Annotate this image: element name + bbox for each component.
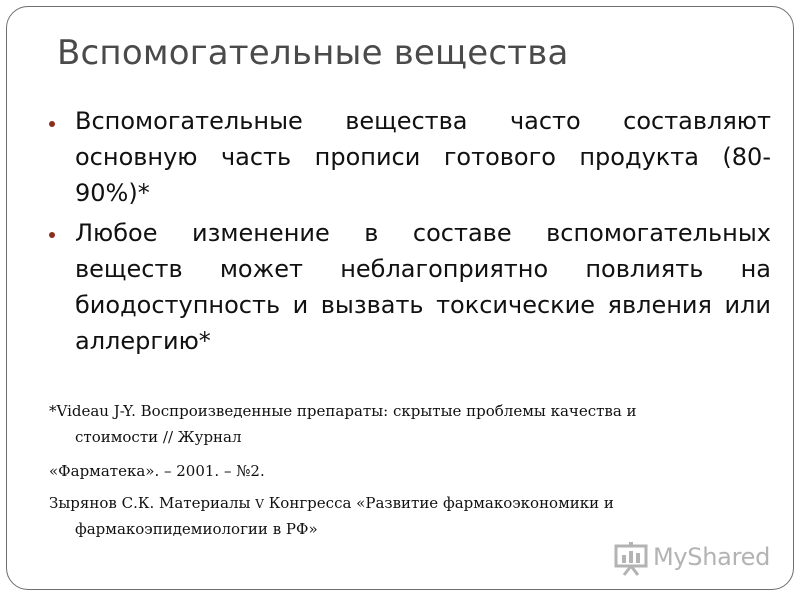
bullet-line: веществ может неблагоприятно повлиять на [75,255,771,283]
bullet-line: биодоступность и вызвать токсические явления или [75,291,771,319]
bullet-line: основную часть прописи готового продукта (80- [75,143,771,171]
watermark-text: MyShared [653,543,771,571]
bullet-item [75,215,771,359]
reference-text: Конгресса «Развитие фармакоэкономики и [263,494,614,512]
reference-line: фармакоэпидемиологии в РФ» [75,520,318,538]
slide-title: Вспомогательные вещества [57,33,569,73]
watermark [613,541,773,581]
bullet-line: Вспомогательные вещества часто составляют [75,107,771,135]
slide-frame [6,6,794,590]
bullet-icon [49,232,55,238]
bullet-line: аллергию* [75,327,211,355]
reference-line [49,491,614,516]
bullet-line: 90%)* [75,179,150,207]
bullet-line: Любое изменение в составе вспомогательных [75,219,771,247]
reference-roman-numeral: V [255,497,264,511]
reference-text: Зырянов С.К. Материалы [49,494,256,512]
reference-line: «Фарматека». – 2001. – №2. [49,462,265,480]
reference-line: *Videau J-Y. Воспроизведенные препараты: скрытые проблемы качества и [49,402,637,420]
presentation-board-icon [613,541,649,577]
bullet-item [75,103,771,211]
reference-line: стоимости // Журнал [75,428,242,446]
bullet-icon [49,121,55,127]
